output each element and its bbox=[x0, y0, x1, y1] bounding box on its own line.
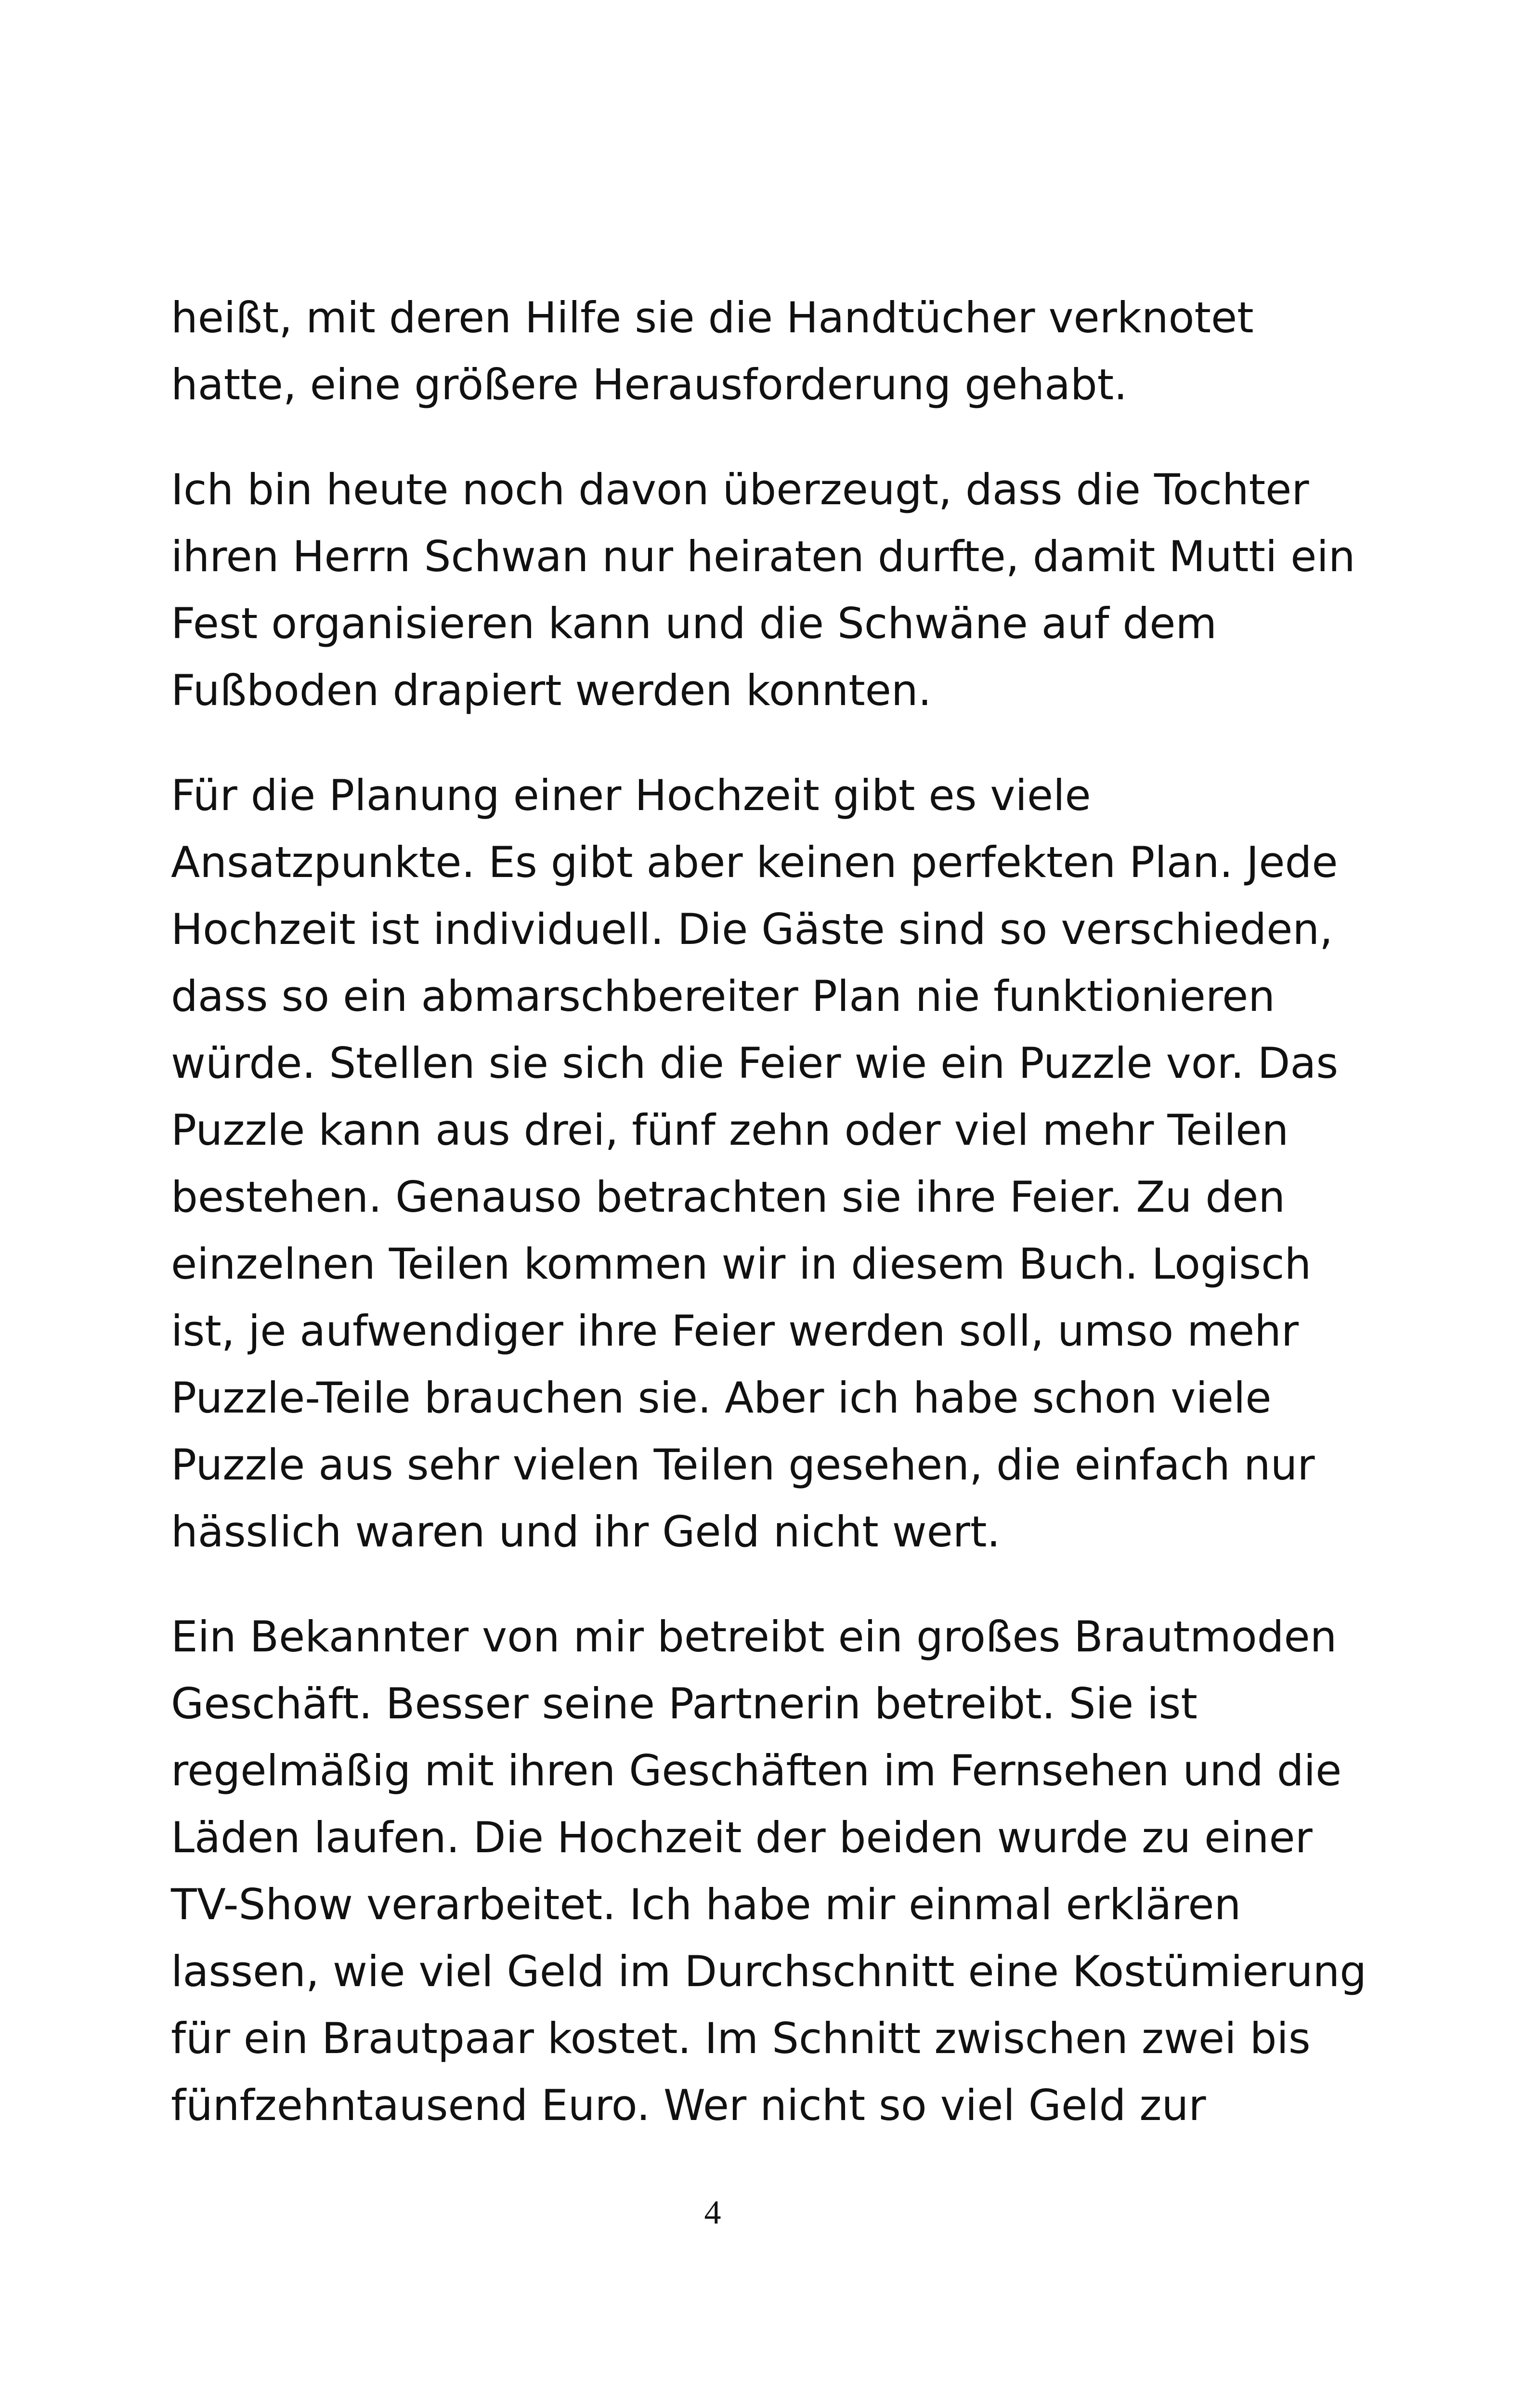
text-line: ihren Herrn Schwan nur heiraten durfte, damit Mutti ein bbox=[171, 532, 1355, 581]
text-line: Ansatzpunkte. Es gibt aber keinen perfekten Plan. Jede bbox=[171, 838, 1338, 887]
text-line: Puzzle aus sehr vielen Teilen gesehen, die einfach nur bbox=[171, 1440, 1315, 1490]
paragraph bbox=[171, 1603, 1367, 2139]
text-line: TV-Show verarbeitet. Ich habe mir einmal erklären bbox=[171, 1880, 1241, 1929]
text-line: Hochzeit ist individuell. Die Gäste sind so verschieden, bbox=[171, 904, 1333, 954]
text-line: einzelnen Teilen kommen wir in diesem Buch. Logisch bbox=[171, 1239, 1312, 1289]
text-line: regelmäßig mit ihren Geschäften im Fernsehen und die bbox=[171, 1746, 1342, 1795]
text-line: Läden laufen. Die Hochzeit der beiden wurde zu einer bbox=[171, 1813, 1313, 1862]
text-line: dass so ein abmarschbereiter Plan nie funktionieren bbox=[171, 971, 1276, 1021]
page-body bbox=[171, 284, 1367, 2139]
text-line: lassen, wie viel Geld im Durchschnitt eine Kostümierung bbox=[171, 1947, 1367, 1996]
text-line: hatte, eine größere Herausforderung gehabt. bbox=[171, 360, 1128, 409]
text-line: heißt, mit deren Hilfe sie die Handtücher verknotet bbox=[171, 293, 1254, 342]
text-line: bestehen. Genauso betrachten sie ihre Feier. Zu den bbox=[171, 1172, 1286, 1222]
text-line: Ich bin heute noch davon überzeugt, dass die Tochter bbox=[171, 465, 1309, 514]
text-line: Geschäft. Besser seine Partnerin betreibt. Sie ist bbox=[171, 1679, 1198, 1728]
text-line: Fußboden drapiert werden konnten. bbox=[171, 666, 932, 715]
text-line: fünfzehntausend Euro. Wer nicht so viel Geld zur bbox=[171, 2081, 1206, 2130]
paragraph bbox=[171, 456, 1355, 724]
text-line: Für die Planung einer Hochzeit gibt es viele bbox=[171, 771, 1091, 820]
page-number: 4 bbox=[704, 2194, 721, 2231]
text-line: Puzzle-Teile brauchen sie. Aber ich habe schon viele bbox=[171, 1373, 1272, 1423]
paragraph bbox=[171, 284, 1327, 418]
paragraph bbox=[171, 762, 1339, 1565]
text-line: für ein Brautpaar kostet. Im Schnitt zwischen zwei bis bbox=[171, 2014, 1311, 2063]
text-line: ist, je aufwendiger ihre Feier werden soll, umso mehr bbox=[171, 1306, 1299, 1356]
text-line: Puzzle kann aus drei, fünf zehn oder viel mehr Teilen bbox=[171, 1105, 1289, 1155]
text-line: Ein Bekannter von mir betreibt ein großes Brautmoden bbox=[171, 1612, 1337, 1662]
text-line: hässlich waren und ihr Geld nicht wert. bbox=[171, 1507, 1001, 1557]
text-line: würde. Stellen sie sich die Feier wie ein Puzzle vor. Das bbox=[171, 1038, 1339, 1088]
text-line: Fest organisieren kann und die Schwäne auf dem bbox=[171, 599, 1217, 648]
